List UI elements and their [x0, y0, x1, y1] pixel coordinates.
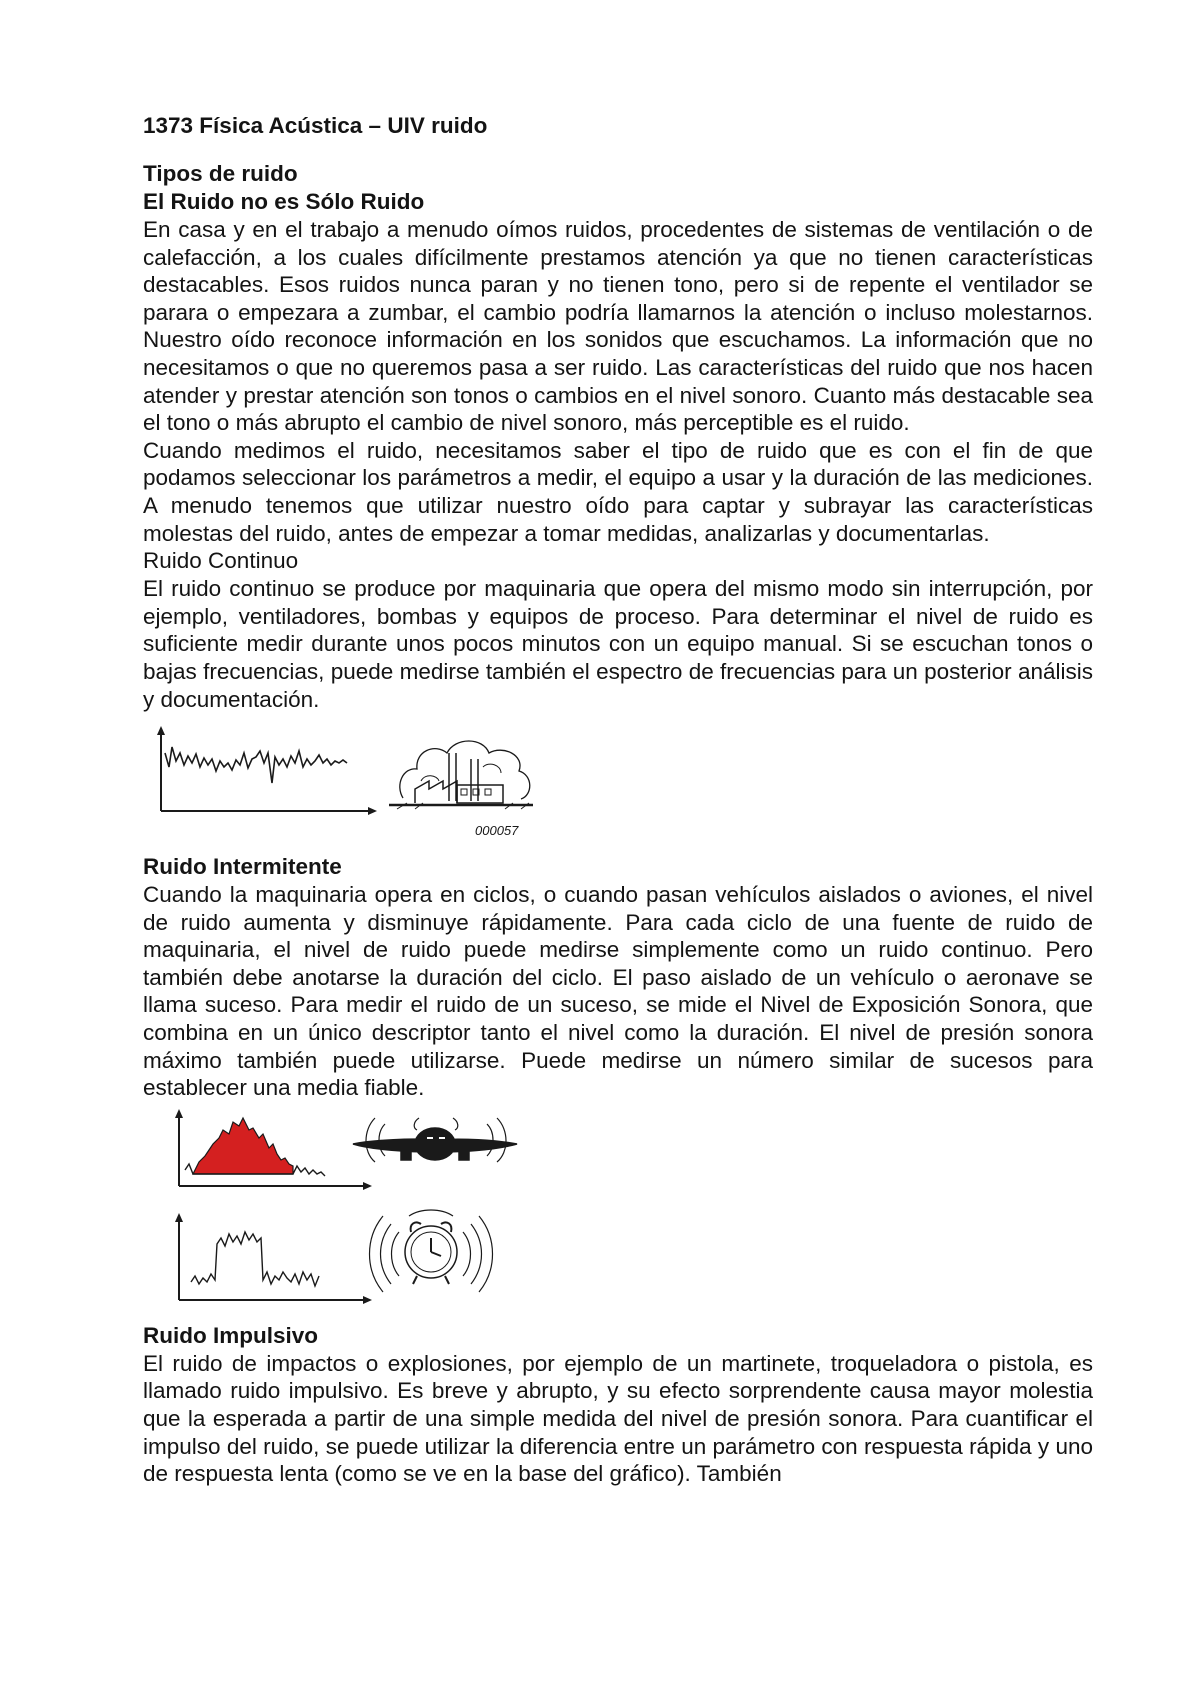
paragraph-intro: En casa y en el trabajo a menudo oímos ruidos, procedentes de sistemas de ventilación o de calefacción, a los cuales difícilmente prestamos atención ya que no tienen características destacables. Esos ruidos nunca paran y no tienen tono, pero si de repente el ventilador se parara o empezara a zumbar, el cambio podría llamarnos la atención o incluso molestarnos. Nuestro oído reconoce información en los sonidos que escuchamos. La información que no necesitamos o que no queremos pasa a ser ruido. Las características del ruido que nos hacen atender y prestar atención son tonos o cambios en el nivel sonoro. Cuanto más destacable sea el tono o más abrupto el cambio de nivel sonoro, más perceptible es el ruido. [143, 217, 1093, 436]
factory-icon [389, 741, 533, 809]
event-area [193, 1118, 293, 1174]
continuous-noise-heading: Ruido Continuo [143, 548, 299, 574]
document-page [143, 112, 1093, 1488]
intermittent-noise-figure [173, 1104, 553, 1312]
subsection-heading: El Ruido no es Sólo Ruido [143, 189, 425, 214]
intermittent-noise-heading: Ruido Intermitente [143, 854, 342, 880]
figure-code: 000057 [475, 823, 519, 839]
impulsive-noise-text: El ruido de impactos o explosiones, por ejemplo de un martinete, troqueladora o pistola, es llamado ruido impulsivo. Es breve y abrupto, y su efecto sorprendente causa mayor molestia que la esperada a partir de una simple medida del nivel de presión sonora. Para cuantificar el impulso del ruido, se puede utilizar la diferencia entre un parámetro con respuesta rápida y uno de respuesta lenta (como se ve en la base del gráfico). También [143, 1350, 1093, 1487]
continuous-noise-text: El ruido continuo se produce por maquinaria que opera del mismo modo sin interrupción, por ejemplo, ventiladores, bombas y equipos de proceso. Para determinar el nivel de ruido es suficiente medir durante unos pocos minutos con un equipo manual. Si se escuchan tonos o bajas frecuencias, puede medirse también el espectro de frecuencias para un posterior análisis y documentación. [143, 576, 1093, 712]
intermittent-noise-text: Cuando la maquinaria opera en ciclos, o cuando pasan vehículos aislados o aviones, el nivel de ruido aumenta y disminuye rápidamente. Para cada ciclo de una fuente de ruido de maquinaria, el nivel de ruido puede medirse simplemente como un ruido continuo. Pero también debe anotarse la duración del ciclo. El paso aislado de un vehículo o aeronave se llama suceso. Para medir el ruido de un suceso, se mide el Nivel de Exposición Sonora, que combina en un único descriptor tanto el nivel como la duración. El nivel de presión sonora máximo también puede utilizarse. Puede medirse un número similar de sucesos para establecer una media fiable. [143, 882, 1093, 1101]
alarm-clock-icon [370, 1210, 493, 1292]
continuous-noise-graph [157, 726, 377, 815]
event-noise-graph [175, 1109, 372, 1190]
paragraph-measurement: Cuando medimos el ruido, necesitamos saber el tipo de ruido que es con el fin de que podamos seleccionar los parámetros a medir, el equipo a usar y la duración de las mediciones. A menudo tenemos que utilizar nuestro oído para captar y subrayar las características molestas del ruido, antes de empezar a tomar medidas, analizarlas y documentarlas. [143, 437, 1093, 546]
airplane-icon [353, 1118, 517, 1162]
document-title: 1373 Física Acústica – UIV ruido [143, 113, 488, 138]
impulsive-noise-heading: Ruido Impulsivo [143, 1322, 319, 1348]
section-heading: Tipos de ruido [143, 161, 298, 186]
cycle-noise-graph [175, 1213, 372, 1304]
continuous-noise-figure [153, 723, 553, 843]
